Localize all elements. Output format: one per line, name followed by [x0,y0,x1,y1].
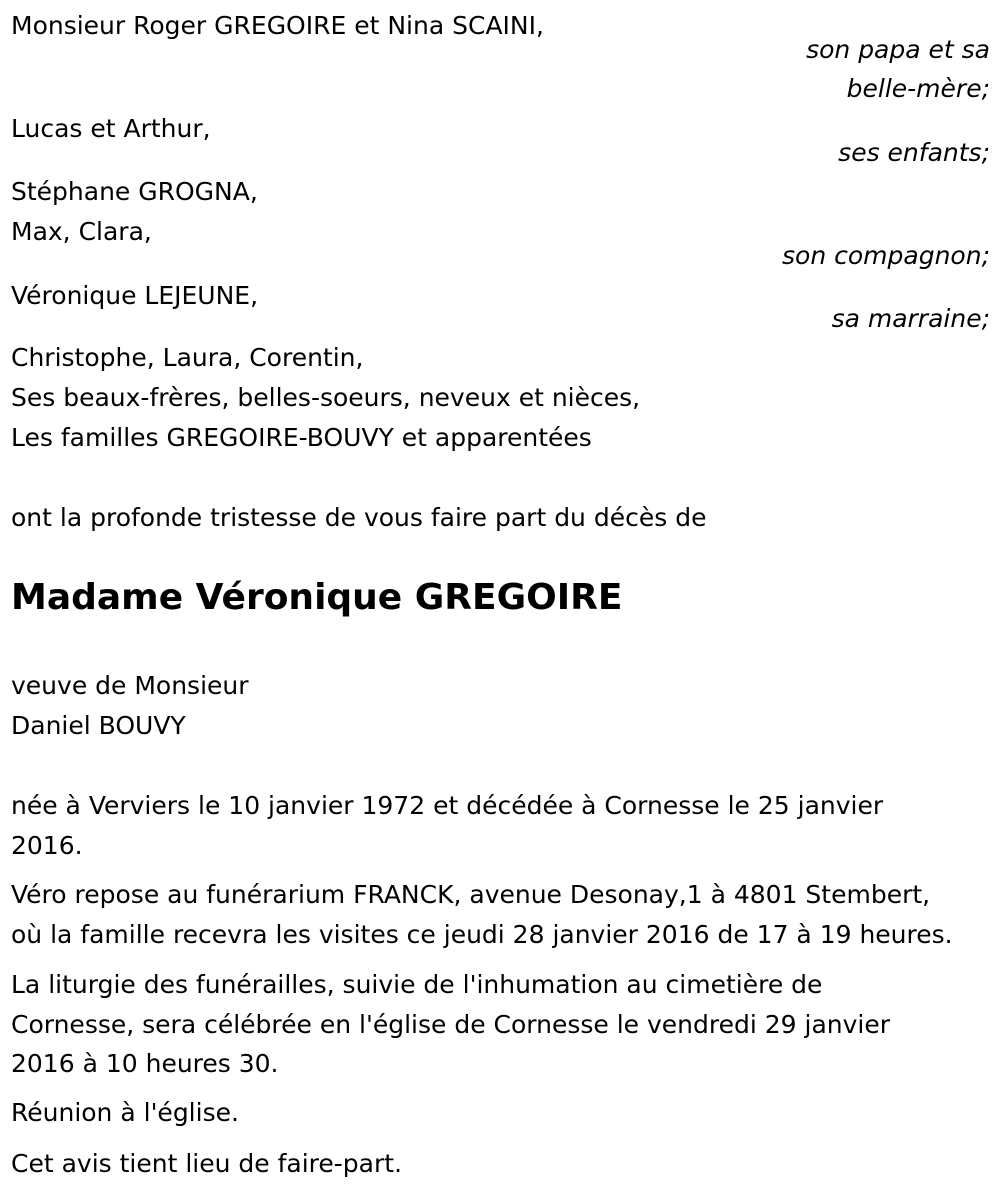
spouse-line-1: veuve de Monsieur [11,671,249,700]
reunion-text: Réunion à l'église. [11,1098,239,1127]
funeral-line-1: La liturgie des funérailles, suivie de l'inhumation au cimetière de [11,970,823,999]
birth-death-line-1: née à Verviers le 10 janvier 1972 et décédée à Cornesse le 25 janvier [11,791,884,820]
family-role-godmother: sa marraine; [831,304,990,333]
spouse-line-2: Daniel BOUVY [11,711,186,740]
family-role-father-line2: belle-mère; [846,74,990,103]
family-names-others-2: Ses beaux-frères, belles-soeurs, neveux et nièces, [11,383,641,412]
family-role-children: ses enfants; [838,138,990,167]
funeral-line-3: 2016 à 10 heures 30. [11,1049,279,1078]
family-names-others-3: Les familles GREGOIRE-BOUVY et apparentées [11,423,592,452]
notice-text: Cet avis tient lieu de faire-part. [11,1149,403,1178]
family-names-others-1: Christophe, Laura, Corentin, [11,343,364,372]
family-names-partner-children: Max, Clara, [11,217,152,246]
family-role-partner: son compagnon; [782,241,990,270]
visitation-line-2: où la famille recevra les visites ce jeudi 28 janvier 2016 de 17 à 19 heures. [11,920,953,949]
family-role-father-line1: son papa et sa [806,35,990,64]
deceased-name: Madame Véronique GREGOIRE [11,577,623,618]
visitation-line-1: Véro repose au funérarium FRANCK, avenue Desonay,1 à 4801 Stembert, [11,880,931,909]
family-names-partner: Stéphane GROGNA, [11,177,258,206]
family-names-godmother: Véronique LEJEUNE, [11,281,259,310]
birth-death-line-2: 2016. [11,831,83,860]
family-names-children: Lucas et Arthur, [11,114,211,143]
funeral-line-2: Cornesse, sera célébrée en l'église de Cornesse le vendredi 29 janvier [11,1010,891,1039]
family-names-father: Monsieur Roger GREGOIRE et Nina SCAINI, [11,11,544,40]
announcement-text: ont la profonde tristesse de vous faire part du décès de [11,503,707,532]
